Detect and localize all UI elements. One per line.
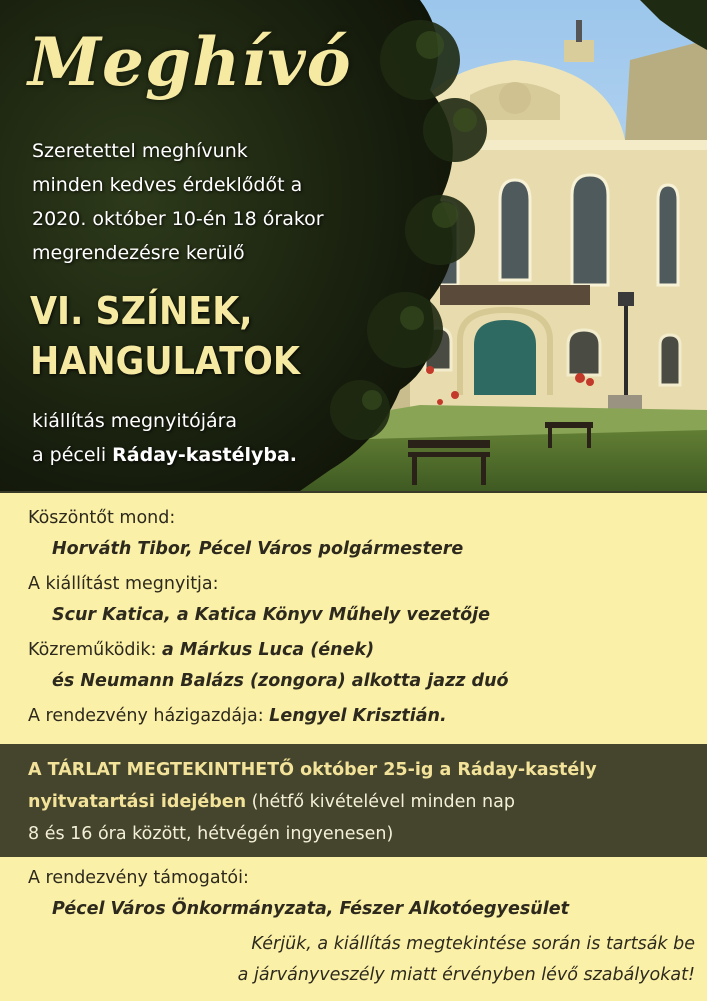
- supporters-label: A rendezvény támogatói:: [28, 868, 249, 888]
- program-section: [0, 491, 707, 744]
- safety-notice: [238, 929, 695, 991]
- performers-line-1: a Márkus Luca (ének): [162, 640, 375, 660]
- opening-hours-highlight: nyitvatartási idejében: [28, 792, 247, 812]
- performers-line-2: és Neumann Balázs (zongora) alkotta jazz duó: [52, 671, 509, 691]
- supporters-section: [0, 857, 707, 1001]
- host-row: [28, 701, 509, 732]
- performers-row: [28, 635, 509, 666]
- venue-line-1: kiállítás megnyitójára: [32, 410, 238, 432]
- intro-text: [32, 134, 412, 270]
- host-person: Lengyel Krisztián.: [269, 706, 447, 726]
- intro-line: minden kedves érdeklődőt a: [32, 174, 303, 196]
- event-title: [30, 286, 389, 386]
- venue-text: [32, 404, 432, 472]
- event-title-line: VI. SZÍNEK,: [30, 289, 253, 333]
- greeting-label: Köszöntőt mond:: [28, 508, 176, 528]
- event-title-line: HANGULATOK: [30, 339, 300, 383]
- notice-line: Kérjük, a kiállítás megtekintése során is tartsák be: [251, 934, 695, 954]
- invitation-title: Meghívó: [28, 23, 352, 101]
- supporters-names: Pécel Város Önkormányzata, Fészer Alkotóegyesület: [52, 899, 569, 919]
- opening-person: Scur Katica, a Katica Könyv Műhely vezetője: [52, 605, 491, 625]
- intro-line: 2020. október 10-én 18 órakor: [32, 208, 324, 230]
- venue-name: Ráday-kastélyba.: [112, 444, 298, 466]
- opening-label: A kiállítást megnyitja:: [28, 574, 219, 594]
- performers-label: Közreműködik:: [28, 640, 157, 660]
- intro-line: Szeretettel meghívunk: [32, 140, 248, 162]
- exhibition-line-1: A TÁRLAT MEGTEKINTHETŐ október 25-ig a Ráday-kastély: [28, 760, 597, 780]
- notice-line: a járványveszély miatt érvényben lévő szabályokat!: [237, 965, 695, 985]
- host-label: A rendezvény házigazdája:: [28, 706, 264, 726]
- hero-photo-section: [0, 0, 707, 491]
- intro-line: megrendezésre kerülő: [32, 242, 245, 264]
- greeting-person: Horváth Tibor, Pécel Város polgármestere: [52, 539, 464, 559]
- exhibition-line-3: 8 és 16 óra között, hétvégén ingyenesen): [28, 824, 394, 844]
- opening-hours-detail: (hétfő kivételével minden nap: [246, 792, 515, 812]
- venue-prefix: a péceli: [32, 444, 113, 466]
- venue-line-2: [32, 438, 432, 472]
- exhibition-line-2: [28, 786, 597, 818]
- exhibition-info-section: [0, 744, 707, 857]
